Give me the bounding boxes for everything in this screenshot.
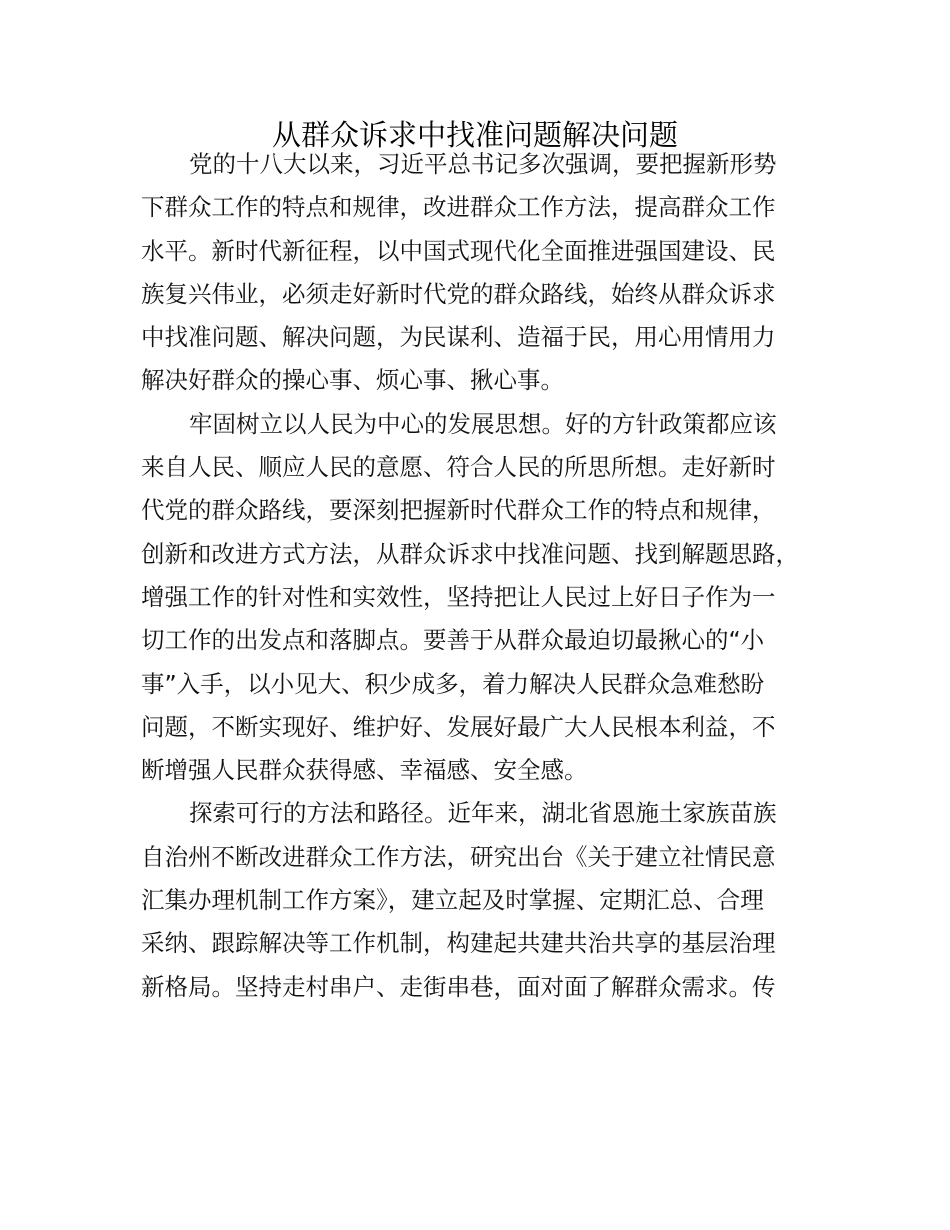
text-line: 党的十八大以来，习近平总书记多次强调，要把握新形势 [189, 150, 777, 178]
text-line: 自治州不断改进群众工作方法，研究出台《关于建立社情民意 [141, 842, 776, 871]
paragraph-2 [141, 403, 813, 793]
text-line: 汇集办理机制工作方案》，建立起及时掌握、定期汇总、合理 [141, 886, 764, 915]
text-line: 事”入手，以小见大、积少成多，着力解决人民群众急难愁盼 [141, 669, 765, 698]
document-title: 从群众诉求中找准问题解决问题 [271, 118, 678, 152]
text-line: 断增强人民群众获得感、幸福感、安全感。 [141, 756, 588, 785]
text-line: 代党的群众路线，要深刻把握新时代群众工作的特点和规律， [141, 496, 776, 525]
text-line: 新格局。坚持走村串户、走街串巷，面对面了解群众需求。传 [141, 972, 776, 1001]
text-line: 问题，不断实现好、维护好、发展好最广大人民根本利益，不 [141, 712, 776, 741]
paragraph-1 [141, 143, 813, 403]
text-line: 增强工作的针对性和实效性，坚持把让人民过上好日子作为一 [141, 582, 776, 611]
text-line: 中找准问题、解决问题，为民谋利、造福于民，用心用情用力 [141, 323, 776, 352]
text-line: 创新和改进方式方法，从群众诉求中找准问题、找到解题思路， [141, 539, 799, 568]
text-line: 牢固树立以人民为中心的发展思想。好的方针政策都应该 [189, 409, 777, 438]
text-line: 解决好群众的操心事、烦心事、揪心事。 [141, 366, 564, 395]
text-line: 水平。新时代新征程，以中国式现代化全面推进强国建设、民 [141, 236, 776, 265]
text-line: 来自人民、顺应人民的意愿、符合人民的所思所想。走好新时 [141, 453, 776, 482]
text-line: 下群众工作的特点和规律，改进群众工作方法，提高群众工作 [141, 193, 776, 222]
document-body [141, 143, 813, 1009]
text-line: 采纳、跟踪解决等工作机制，构建起共建共治共享的基层治理 [141, 929, 776, 958]
paragraph-3 [141, 792, 813, 1008]
text-line: 族复兴伟业，必须走好新时代党的群众路线，始终从群众诉求 [141, 279, 776, 308]
text-line: 探索可行的方法和路径。近年来，湖北省恩施土家族苗族 [189, 799, 777, 828]
text-line: 切工作的出发点和落脚点。要善于从群众最迫切最揪心的“小 [141, 626, 765, 655]
